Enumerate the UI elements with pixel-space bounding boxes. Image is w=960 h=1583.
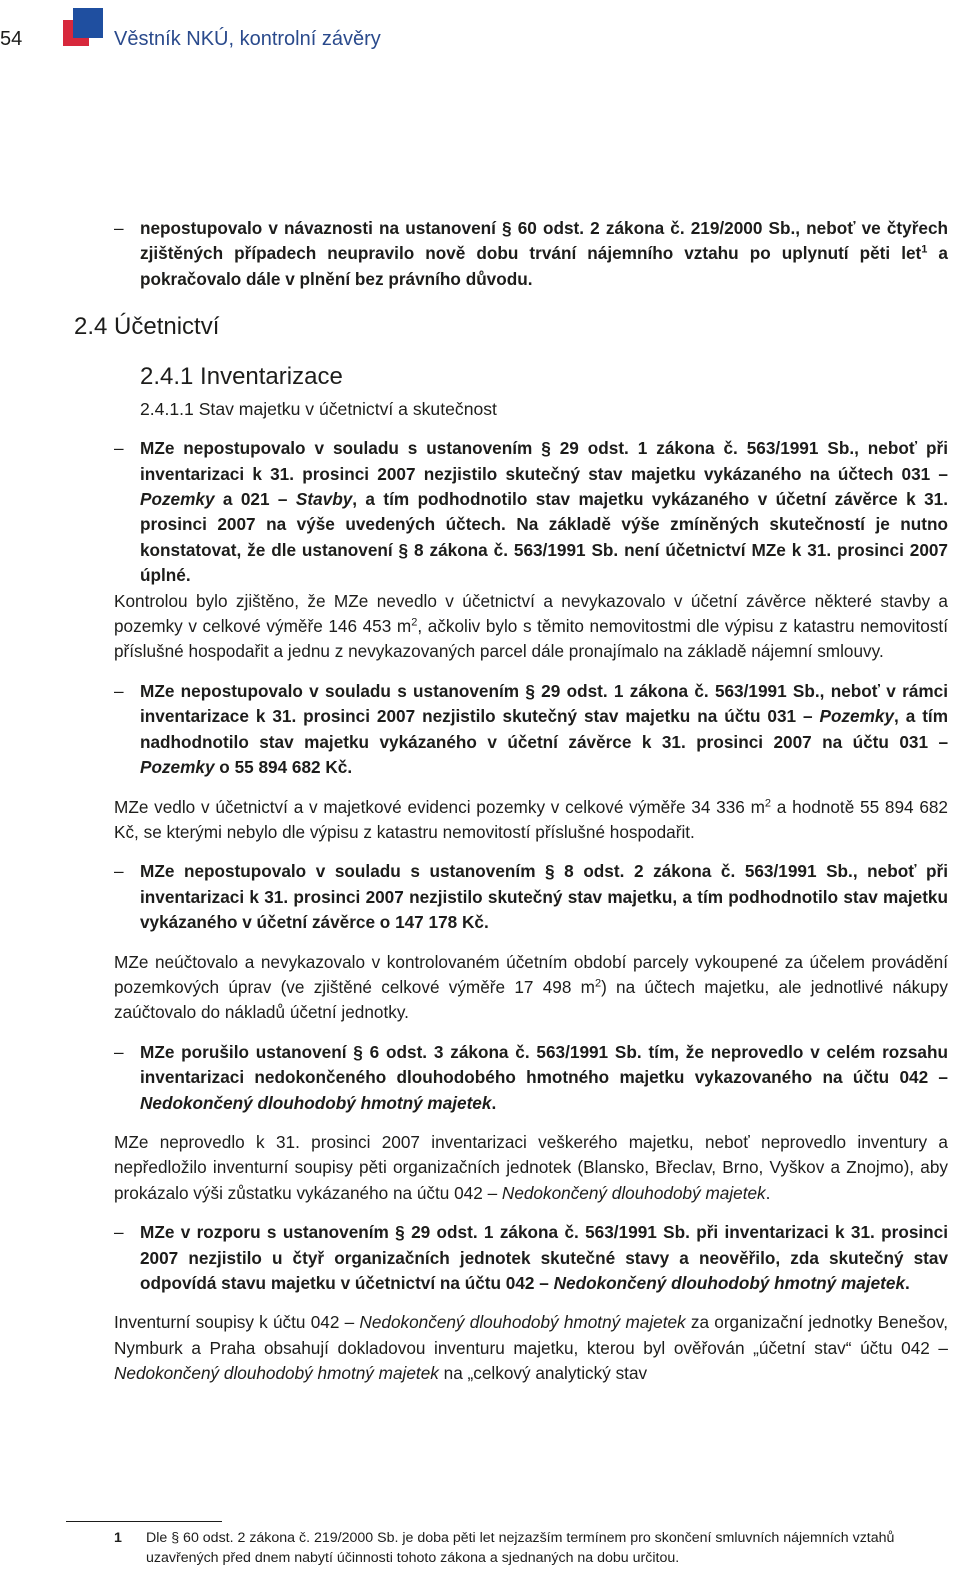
body-paragraph [114, 1130, 948, 1206]
text: . [765, 1182, 771, 1203]
text: Kontrolou bylo zjištěno, že MZe nevedlo v účetnictví a nevykazovalo v účetní závěrce některé stavby a pozemky v celkové výměře 146 453 m [114, 590, 948, 637]
text: MZe porušilo ustanovení § 6 odst. 3 zákona č. 563/1991 Sb. tím, že neprovedlo v celém rozsahu inventarizaci nedokončeného dlouhodobého hmotného majetku vykazovaného na účtu 042 – [140, 1041, 948, 1088]
dash-bullet: – [114, 1041, 124, 1062]
finding-bullet [114, 436, 948, 588]
section-heading: 2.4 Účetnictví [74, 313, 220, 341]
text: MZe neúčtovalo a nevykazovalo v kontrolovaném účetním období parcely vykoupené za účelem provádění pozemkových úprav (ve zjištěné celkové výměře 17 498 m [114, 951, 948, 997]
text: na „celkový analytický stav [438, 1363, 648, 1384]
text: Nedokončený dlouhodobý hmotný majetek [359, 1312, 686, 1333]
text: , a tím nadhodnotilo stav majetku vykázaného v účetní závěrce k 31. prosinci 2007 na účtu 031 – [140, 706, 948, 752]
subsubsection-heading: 2.4.1.1 Stav majetku v účetnictví a skutečnost [140, 399, 497, 420]
text: MZe v rozporu s ustanovením § 29 odst. 1 zákona č. 563/1991 Sb. při inventarizaci k 31. prosinci 2007 nezjistilo u čtyř organizačních jednotek skutečné stavy a neověřilo, zda skutečný stav odpovídá stavu majetku v účetnictví na účtu 042 – [140, 1222, 948, 1293]
dash-bullet: – [114, 680, 124, 701]
dash-bullet: – [114, 438, 124, 459]
page-number: 54 [0, 28, 23, 50]
subsection-heading: 2.4.1 Inventarizace [140, 363, 343, 391]
footnote-ref: 1 [921, 243, 928, 256]
footnote [114, 1528, 944, 1568]
logo-blue-square [73, 8, 103, 38]
nku-logo [63, 8, 103, 48]
text: nepostupovalo v návaznosti na ustanovení § 60 odst. 2 zákona č. 219/2000 Sb., neboť ve čtyřech zjištěných případech neupravilo nově dobu trvání nájemního vztahu po uplynutí pěti let [140, 218, 948, 264]
text: Pozemky [140, 757, 215, 778]
finding-bullet [114, 1220, 948, 1296]
text: Nedokončený dlouhodobý hmotný majetek [553, 1273, 906, 1293]
body-paragraph [114, 950, 948, 1026]
text: MZe nepostupovalo v souladu s ustanovením § 8 odst. 2 zákona č. 563/1991 Sb., neboť při inventarizaci k 31. prosinci 2007 nezjistilo skutečný stav majetku, a tím podhodnotilo stav majetku vykázaného v účetní závěrce o 147 178 Kč. [140, 861, 948, 933]
finding-bullet [114, 859, 948, 935]
text: MZe vedlo v účetnictví a v majetkové evidenci pozemky v celkové výměře 34 336 m [114, 796, 765, 817]
text: ) na účtech majetku, ale jednotlivé nákupy zaúčtovalo do nákladů účetní jednotky. [114, 976, 948, 1023]
footnote-divider [66, 1521, 222, 1522]
superscript: 2 [594, 977, 602, 990]
text: , ačkoliv bylo s těmito nemovitostmi dle výpisu z katastru nemovitostí příslušné hospodařit a jednu z nevykazovaných parcel dále pronajímalo na základě nájemní smlouvy. [114, 616, 948, 662]
body-paragraph [114, 589, 948, 665]
superscript: 2 [411, 616, 418, 629]
text: za organizační jednotky Benešov, Nymburk a Praha obsahují dokladovou inventuru majetku, kterou byl ověřován „účetní stav“ účtu 042 – [114, 1312, 948, 1358]
finding-bullet [114, 1040, 948, 1116]
body-paragraph [114, 795, 948, 846]
finding-bullet [114, 679, 948, 781]
text: Nedokončený dlouhodobý hmotný majetek [114, 1363, 439, 1384]
text: Pozemky [140, 489, 215, 510]
dash-bullet: – [114, 218, 124, 238]
body-paragraph [114, 1310, 948, 1386]
text: MZe neprovedlo k 31. prosinci 2007 inventarizaci veškerého majetku, neboť neprovedlo inventury a nepředložilo inventurní soupisy pěti organizačních jednotek (Blansko, Břeclav, Brno, Vyškov a Znojmo), aby prokázalo výši zůstatku vykázaného na účtu 042 – [114, 1131, 948, 1203]
publication-title: Věstník NKÚ, kontrolní závěry [114, 28, 381, 50]
text: Nedokončený dlouhodobý hmotný majetek [140, 1092, 492, 1113]
footnote-number: 1 [114, 1530, 122, 1546]
text: o 55 894 682 Kč. [214, 757, 353, 778]
finding-bullet [114, 216, 948, 292]
footnote-text: Dle § 60 odst. 2 zákona č. 219/2000 Sb. je doba pěti let nejzazším termínem pro skončení smluvních nájemních vztahů uzavřených před dnem nabytí účinnosti tohoto zákona a sjednaných na dobu určitou. [146, 1530, 895, 1566]
main-content [74, 216, 948, 1387]
text: Stavby [295, 489, 353, 510]
text: Pozemky [819, 706, 895, 727]
dash-bullet: – [114, 1222, 124, 1243]
text: . [491, 1092, 497, 1113]
superscript: 2 [764, 796, 772, 809]
text: a 021 – [214, 489, 296, 510]
text: a pokračovalo dále v plnění bez právního důvodu. [140, 243, 948, 289]
text: MZe nepostupovalo v souladu s ustanovením § 29 odst. 1 zákona č. 563/1991 Sb., neboť při inventarizaci k 31. prosinci 2007 nezjistilo skutečný stav majetku vykázaného na účtech 031 – [140, 438, 948, 484]
text: , a tím podhodnotilo stav majetku vykázaného v účetní závěrce k 31. prosinci 2007 na výše uvedených účtech. Na základě výše zmíněných skutečností je nutno konstatovat, že dle ustanovení § 8 zákona č. 563/1991 Sb. není účetnictví MZe k 31. prosinci 2007 úplné. [140, 489, 948, 586]
dash-bullet: – [114, 861, 124, 882]
text: Inventurní soupisy k účtu 042 – [114, 1312, 360, 1333]
text: a hodnotě 55 894 682 Kč, se kterými nebylo dle výpisu z katastru nemovitostí příslušné hospodařit. [114, 796, 948, 842]
text: . [905, 1273, 910, 1293]
text: Nedokončený dlouhodobý majetek [501, 1182, 766, 1203]
text: MZe nepostupovalo v souladu s ustanovením § 29 odst. 1 zákona č. 563/1991 Sb., neboť v rámci inventarizace k 31. prosinci 2007 nezjistilo skutečný stav majetku na účtu 031 – [140, 680, 948, 727]
